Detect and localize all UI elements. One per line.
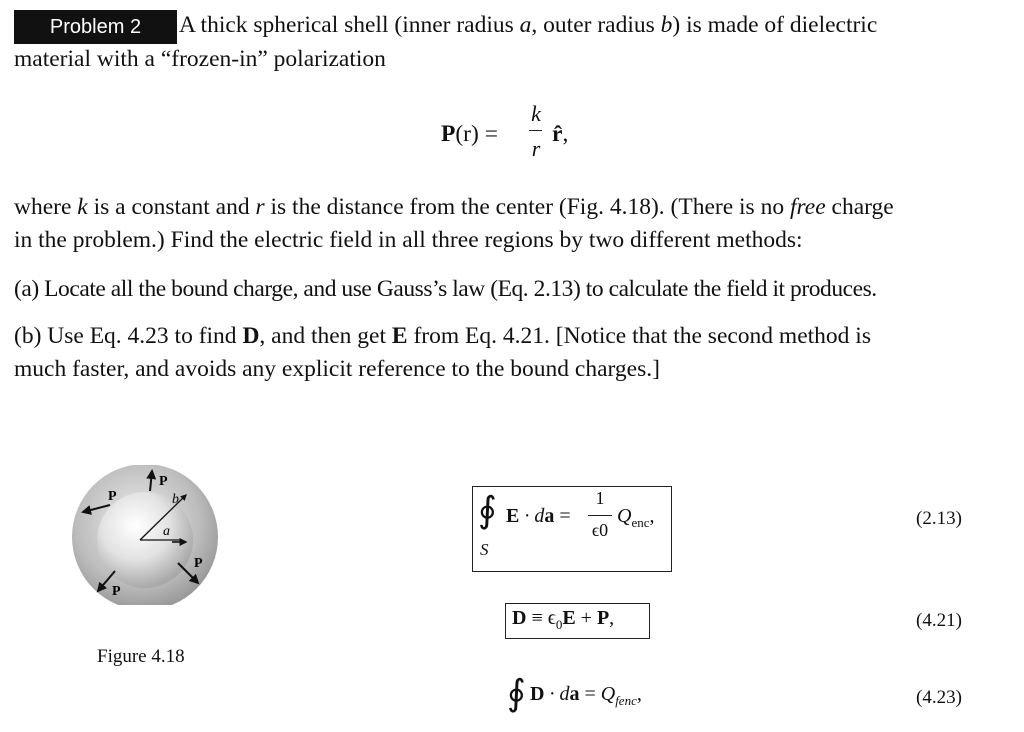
intro-line-1 [179,12,877,39]
fig-label-P: P [159,474,168,489]
eq-2-13-numerator: 1 [595,488,605,508]
main-eq-fraction-bar [529,130,542,131]
eq-Q: Q [600,683,616,705]
eq-E: E [562,607,576,629]
intro-line-2: material with a “frozen-in” polarization [14,46,386,72]
body-text: is the distance from the center (Fig. 4.18). (There is no [264,194,790,220]
intro-text: A thick spherical shell (inner radius [179,12,520,38]
var-k: k [77,194,88,220]
contour-integral-symbol: ∮ [507,673,526,713]
eq-equals: = [554,505,571,527]
eq-2-13-fraction-bar [588,515,612,516]
eq-Q-subscript: enc [631,515,650,530]
var-a: a [519,12,532,38]
main-eq-rhat [552,121,568,148]
equation-4-21 [512,607,614,633]
part-b-line-1 [14,323,871,350]
figure-4-18 [60,465,230,605]
bold-D: D [242,323,260,349]
main-eq-lhs-rest: (r) = [455,121,498,147]
eq-equals: = [579,683,601,705]
emph-free: free [789,194,826,220]
body-text: (b) Use Eq. 4.23 to find [14,323,243,349]
surface-label-S: S [480,540,489,559]
bold-E: E [391,323,408,349]
eq-D: D [530,683,545,705]
equation-number-2-13: (2.13) [916,508,962,529]
problem-badge: Problem 2 [14,10,177,44]
eq-plus: + [575,607,597,629]
eq-Q: Q [617,505,632,527]
paragraph-1-line-1 [14,194,894,221]
eq-comma: , [609,607,615,629]
equation-number-4-23: (4.23) [916,687,962,708]
fig-label-P: P [112,584,121,599]
fig-label-a: a [163,524,170,539]
main-eq-P: P [441,121,456,147]
body-text: from Eq. 4.21. [Notice that the second method is [407,323,871,349]
equation-2-13-lhs [506,505,571,528]
eq-dot-d: · d [544,683,570,705]
fig-label-P: P [194,556,203,571]
paragraph-1-line-2: in the problem.) Find the electric field in all three regions by two different methods: [14,227,803,253]
figure-caption: Figure 4.18 [97,646,185,667]
body-text: , and then get [259,323,392,349]
body-text: is a constant and [87,194,256,220]
body-text: charge [825,194,894,220]
eq-a: a [569,683,580,705]
eq-eps-subscript: 0 [555,617,563,632]
equation-number-4-21: (4.21) [916,610,962,631]
body-text: where [14,194,78,220]
intro-text: ) is made of dielectric [672,12,878,38]
equation-4-23 [530,683,642,709]
eq-E: E [506,505,520,527]
fig-label-P: P [108,489,117,504]
main-eq-denominator: r [531,136,541,161]
eq-2-13-rhs [617,505,655,531]
eq-dot-d: · d [519,505,545,527]
eq-D: D [512,607,527,629]
part-a: (a) Locate all the bound charge, and use Gauss’s law (Eq. 2.13) to calculate the field it produces. [14,276,877,302]
eq-comma: , [649,505,655,527]
part-b-line-2: much faster, and avoids any explicit reference to the bound charges.] [14,356,660,382]
fig-label-b: b [172,492,179,507]
eq-Q-subscript: fenc [615,693,637,708]
main-equation-lhs [441,121,498,148]
eq-equiv-eps: ≡ ϵ [526,607,556,629]
eq-P: P [596,607,610,629]
contour-integral-symbol: ∮ [478,490,497,530]
var-r: r [255,194,265,220]
main-eq-comma: , [562,121,569,147]
main-eq-numerator: k [531,101,541,126]
var-b: b [660,12,673,38]
main-eq-rhat-symbol: r̂ [552,121,563,147]
eq-2-13-denominator: ϵ0 [591,520,609,540]
eq-comma: , [636,683,642,705]
intro-text: , outer radius [531,12,661,38]
eq-a: a [544,505,555,527]
